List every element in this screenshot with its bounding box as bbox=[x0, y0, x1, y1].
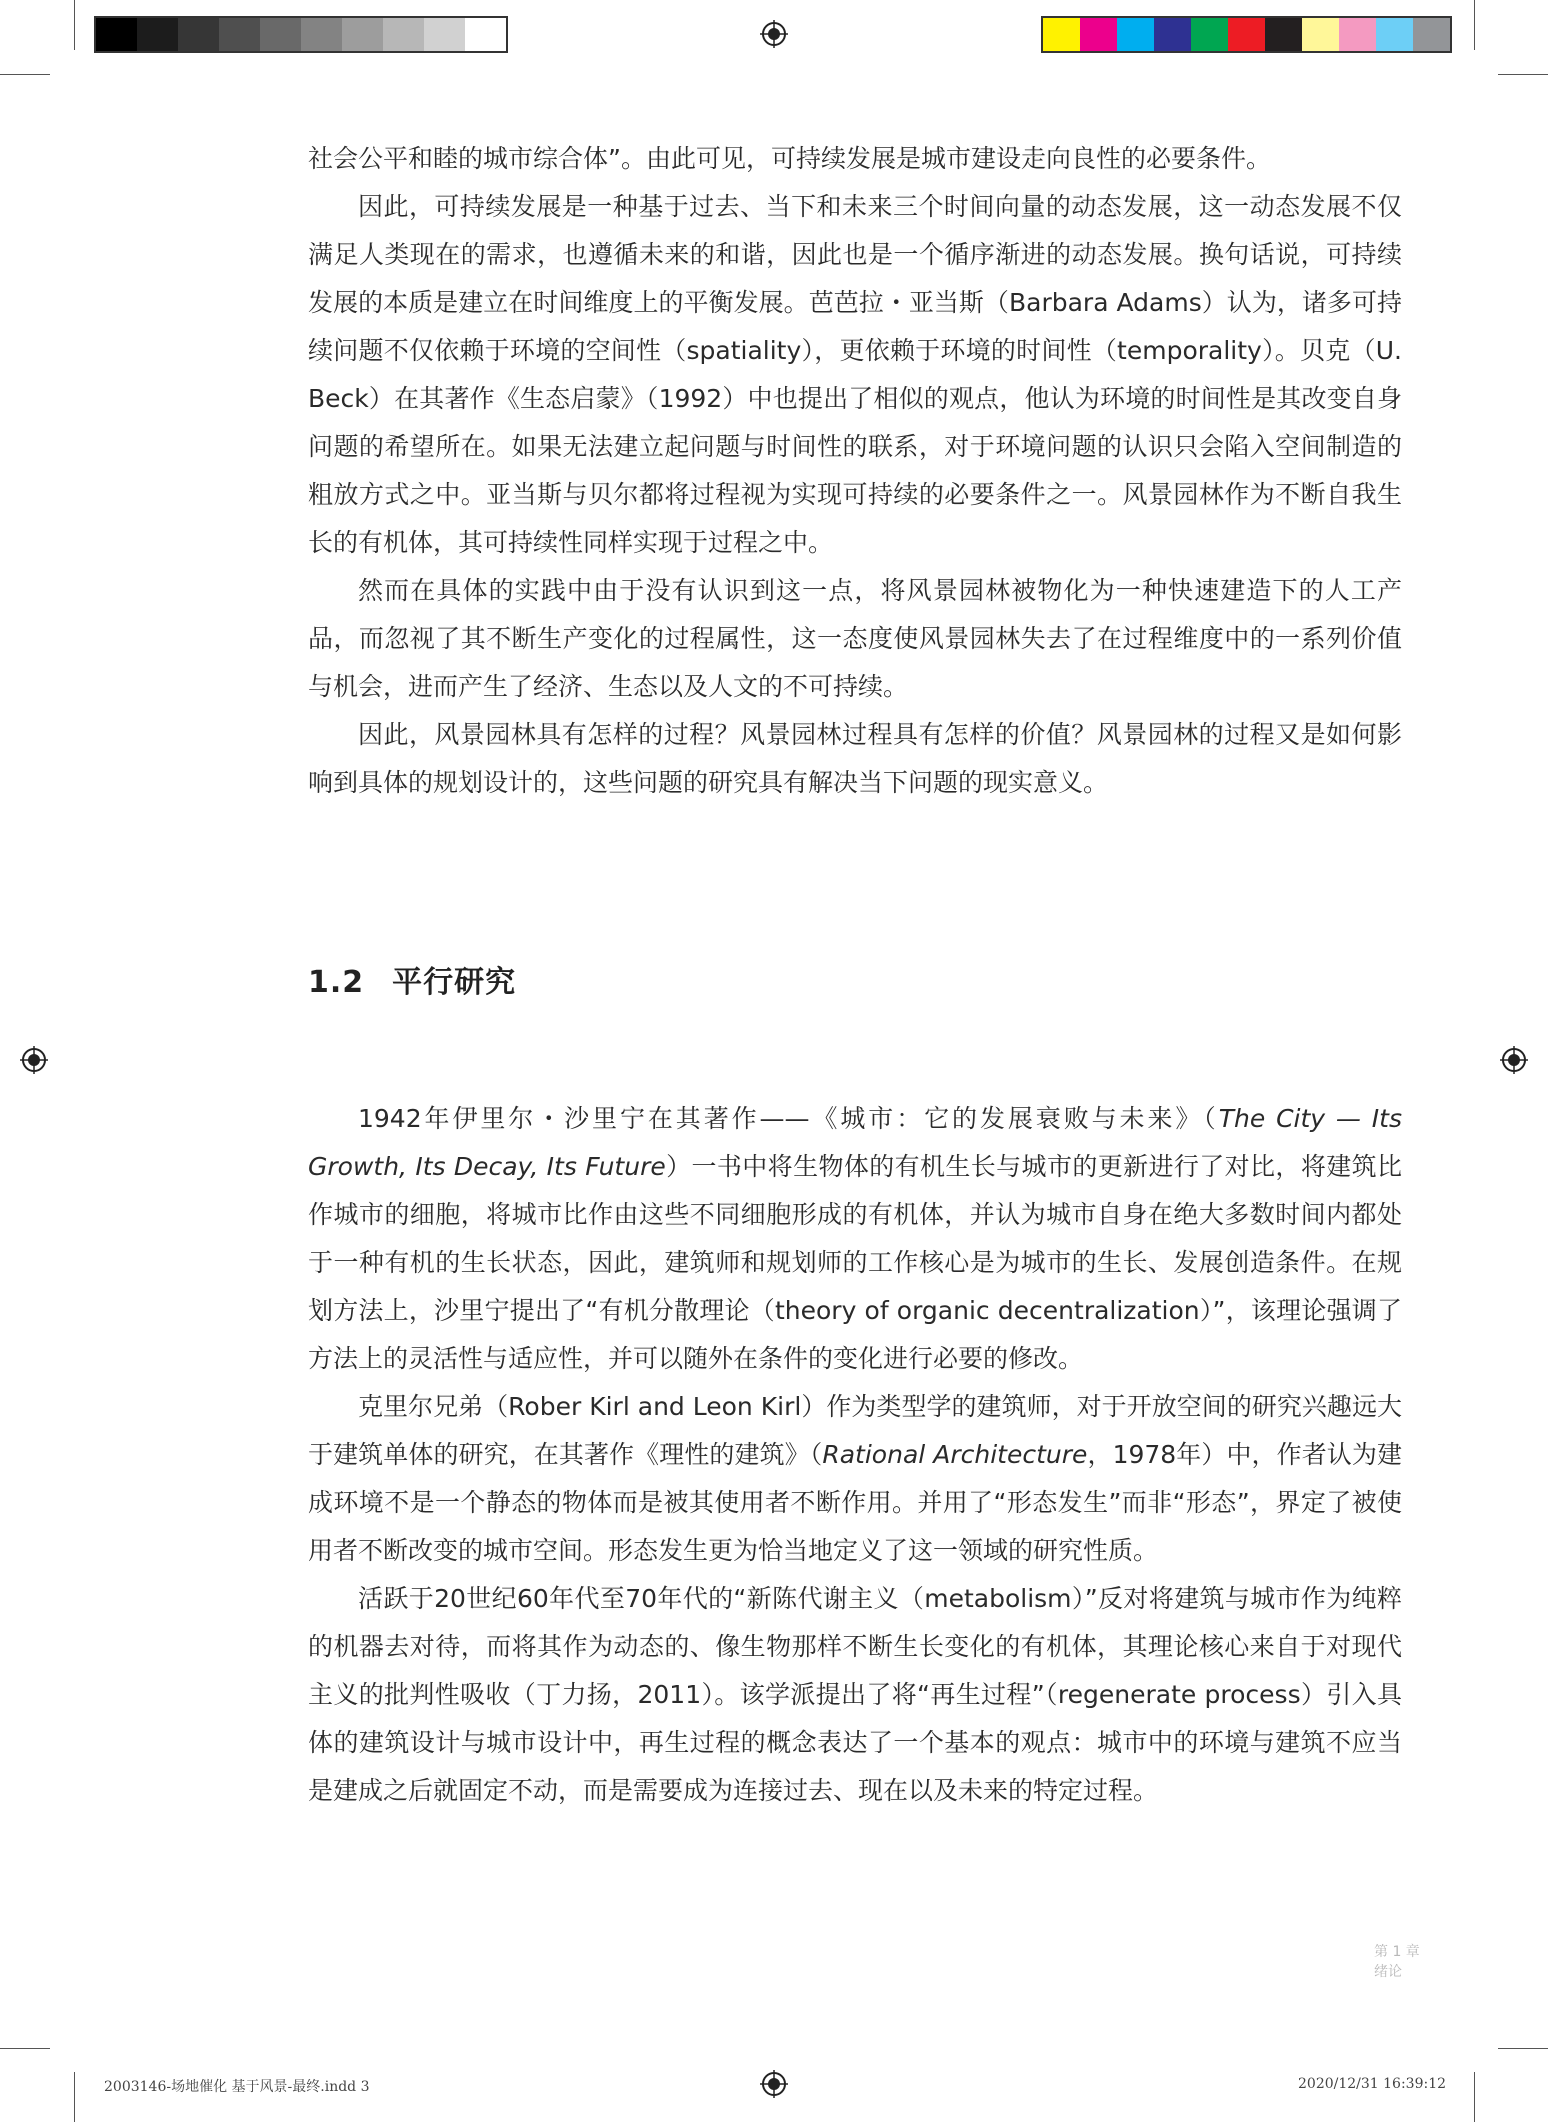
section-title: 平行研究 bbox=[392, 965, 517, 1000]
crop-mark bbox=[1474, 0, 1475, 50]
parallel-research-text-block bbox=[308, 1095, 1402, 1815]
text-run: ，1978年）中，作者认为建成环境不是一个静态的物体而是被其使用者不断作用。并用了“形态发生”而非“形态”，界定了被使用者不断改变的城市空间。形态发生更为恰当地定义了这一领域的研究性质。 bbox=[308, 1440, 1402, 1565]
registration-mark-icon bbox=[760, 20, 788, 48]
chapter-marker bbox=[1374, 1942, 1420, 1982]
crop-mark bbox=[74, 0, 75, 50]
color-swatch bbox=[1228, 18, 1265, 51]
color-swatch bbox=[260, 18, 301, 51]
color-swatch bbox=[301, 18, 342, 51]
paragraph: 社会公平和睦的城市综合体”。由此可见，可持续发展是城市建设走向良性的必要条件。 bbox=[308, 144, 1271, 173]
color-swatch bbox=[1043, 18, 1080, 51]
section-number: 1.2 bbox=[308, 965, 365, 1000]
color-swatch bbox=[1265, 18, 1302, 51]
color-swatch bbox=[342, 18, 383, 51]
paragraph: 然而在具体的实践中由于没有认识到这一点，将风景园林被物化为一种快速建造下的人工产品，而忽视了其不断生产变化的过程属性，这一态度使风景园林失去了在过程维度中的一系列价值与机会，进而产生了经济、生态以及人文的不可持续。 bbox=[308, 576, 1402, 701]
print-slug-filename: 2003146-场地催化 基于风景-最终.indd 3 bbox=[104, 2079, 370, 2095]
color-swatch bbox=[1117, 18, 1154, 51]
color-swatch bbox=[383, 18, 424, 51]
chapter-title: 绪论 bbox=[1374, 1964, 1402, 1980]
color-swatch bbox=[1413, 18, 1450, 51]
section-heading bbox=[308, 957, 516, 1001]
color-swatch bbox=[96, 18, 137, 51]
paragraph bbox=[308, 1095, 1402, 1383]
crop-mark bbox=[0, 74, 50, 75]
text-run: 1942年伊里尔・沙里宁在其著作——《城市：它的发展衰败与未来》（ bbox=[358, 1104, 1219, 1133]
chapter-number: 第 1 章 bbox=[1374, 1944, 1420, 1960]
text-run: ）一书中将生物体的有机生长与城市的更新进行了对比，将建筑比作城市的细胞，将城市比作由这些不同细胞形成的有机体，并认为城市自身在绝大多数时间内都处于一种有机的生长状态，因此，建筑师和规划师的工作核心是为城市的生长、发展创造条件。在规划方法上，沙里宁提出了“有机分散理论（theory of organic decentralization）”，该理论强调了方法上的灵活性与适应性，并可以随外在条件的变化进行必要的修改。 bbox=[308, 1152, 1402, 1373]
grayscale-calibration-bar bbox=[94, 16, 508, 53]
paragraph: 因此，可持续发展是一种基于过去、当下和未来三个时间向量的动态发展，这一动态发展不仅满足人类现在的需求，也遵循未来的和谐，因此也是一个循序渐进的动态发展。换句话说，可持续发展的本质是建立在时间维度上的平衡发展。芭芭拉・亚当斯（Barbara Adams）认为，诸多可持续问题不仅依赖于环境的空间性（spatiality），更依赖于环境的时间性（temporality）。贝克（U. Beck）在其著作《生态启蒙》（1992）中也提出了相似的观点，他认为环境的时间性是其改变自身问题的希望所在。如果无法建立起问题与时间性的联系，对于环境问题的认识只会陷入空间制造的粗放方式之中。亚当斯与贝尔都将过程视为实现可持续的必要条件之一。风景园林作为不断自我生长的有机体，其可持续性同样实现于过程之中。 bbox=[308, 192, 1402, 557]
crop-mark bbox=[74, 2072, 75, 2122]
crop-mark bbox=[1498, 2048, 1548, 2049]
paragraph: 活跃于20世纪60年代至70年代的“新陈代谢主义（metabolism）”反对将建筑与城市作为纯粹的机器去对待，而将其作为动态的、像生物那样不断生长变化的有机体，其理论核心来自于对现代主义的批判性吸收（丁力扬，2011）。该学派提出了将“再生过程”（regenerate process）引入具体的建筑设计与城市设计中，再生过程的概念表达了一个基本的观点：城市中的环境与建筑不应当是建成之后就固定不动，而是需要成为连接过去、现在以及未来的特定过程。 bbox=[308, 1584, 1402, 1805]
crop-mark bbox=[1498, 74, 1548, 75]
color-swatch bbox=[1191, 18, 1228, 51]
text-run: 克里尔兄弟（Rober Kirl and Leon Kirl）作为类型学的建筑师，对于开放空间的研究兴趣远大于建筑单体的研究，在其著作《理性的建筑》（ bbox=[308, 1392, 1402, 1469]
color-swatch bbox=[178, 18, 219, 51]
book-title-italic: Rational Architecture bbox=[822, 1440, 1088, 1469]
print-slug-timestamp: 2020/12/31 16:39:12 bbox=[1298, 2076, 1447, 2092]
registration-mark-icon bbox=[20, 1046, 48, 1074]
intro-text-block bbox=[308, 135, 1402, 807]
registration-mark-icon bbox=[760, 2070, 788, 2098]
registration-mark-icon bbox=[1500, 1046, 1528, 1074]
color-swatch bbox=[424, 18, 465, 51]
color-swatch bbox=[1376, 18, 1413, 51]
paragraph bbox=[308, 1383, 1402, 1575]
book-title-italic: The City — Its Growth, Its Decay, Its Future bbox=[308, 1104, 1402, 1181]
color-swatch bbox=[137, 18, 178, 51]
color-swatch bbox=[1302, 18, 1339, 51]
color-swatch bbox=[1339, 18, 1376, 51]
color-swatch bbox=[219, 18, 260, 51]
crop-mark bbox=[1474, 2072, 1475, 2122]
crop-mark bbox=[0, 2048, 50, 2049]
color-swatch bbox=[1080, 18, 1117, 51]
color-swatch bbox=[1154, 18, 1191, 51]
paragraph: 因此，风景园林具有怎样的过程？风景园林过程具有怎样的价值？风景园林的过程又是如何影响到具体的规划设计的，这些问题的研究具有解决当下问题的现实意义。 bbox=[308, 720, 1402, 797]
color-calibration-bar bbox=[1041, 16, 1452, 53]
color-swatch bbox=[465, 18, 506, 51]
